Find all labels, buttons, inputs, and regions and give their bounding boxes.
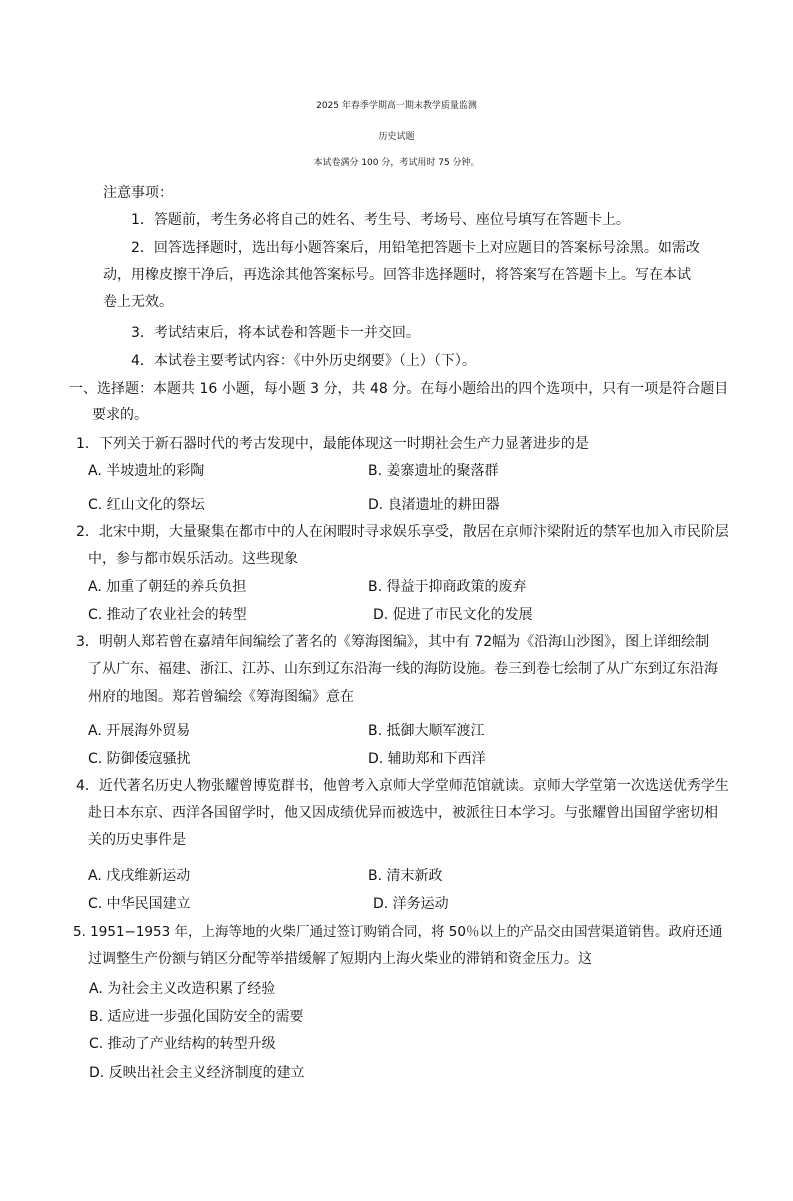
question-2-stem-line-2: 中，参与都市娱乐活动。这些现象: [88, 551, 298, 567]
question-3-stem-line-2: 了从广东、福建、浙江、江苏、山东到辽东沿海一线的海防设施。卷三到卷七绘制了从广东到辽东沿海: [88, 661, 718, 677]
question-3-stem-line-3: 州府的地图。郑若曾编绘《筹海图编》意在: [88, 689, 354, 705]
question-4-option-c[interactable]: C. 中华民国建立: [88, 896, 191, 912]
question-4-stem-line-2: 赴日本东京、西洋各国留学时，他又因成绩优异而被选中，被派往日本学习。与张耀曾出国留学密切相: [88, 805, 718, 821]
question-4-option-d[interactable]: D. 洋务运动: [373, 896, 449, 912]
notice-item-2-line-2: 动，用橡皮擦干净后，再选涂其他答案标号。回答非选择题时，将答案写在答题卡上。写在本试: [103, 267, 691, 283]
question-1-option-d[interactable]: D. 良渚遗址的耕田器: [368, 497, 500, 513]
exam-subject: 历史试题: [378, 132, 415, 142]
notice-item-4: 4．本试卷主要考试内容：《中外历史纲要》（上）（下）。: [131, 353, 476, 369]
question-2-option-b[interactable]: B. 得益于抑商政策的废弃: [368, 579, 527, 595]
question-4-stem-line-1: 4．近代著名历史人物张耀曾博览群书，他曾考入京师大学堂师范馆就读。京师大学堂第一次选送优秀学生: [76, 778, 729, 794]
question-3-option-b[interactable]: B. 抵御大顺军渡江: [368, 723, 485, 739]
question-2-option-d[interactable]: D. 促进了市民文化的发展: [373, 607, 533, 623]
notice-heading: 注意事项：: [103, 185, 173, 201]
notice-item-3: 3．考试结束后，将本试卷和答题卡一并交回。: [131, 325, 420, 341]
question-4-stem-line-3: 关的历史事件是: [88, 832, 186, 848]
question-2-option-a[interactable]: A. 加重了朝廷的养兵负担: [88, 579, 247, 595]
question-5-option-d[interactable]: D. 反映出社会主义经济制度的建立: [89, 1065, 305, 1081]
section-heading-line-2: 要求的。: [92, 407, 148, 423]
question-3-option-a[interactable]: A. 开展海外贸易: [88, 723, 191, 739]
question-3-option-c[interactable]: C. 防御倭寇骚扰: [88, 751, 191, 767]
question-4-option-b[interactable]: B. 清末新政: [368, 868, 443, 884]
notice-item-2-line-3: 卷上无效。: [103, 294, 173, 310]
question-2-option-c[interactable]: C. 推动了农业社会的转型: [88, 607, 247, 623]
question-5-stem-line-2: 过调整生产份额与销区分配等举措缓解了短期内上海火柴业的滞销和资金压力。这: [88, 951, 592, 967]
question-3-option-d[interactable]: D. 辅助郑和下西洋: [368, 751, 486, 767]
question-5-option-a[interactable]: A. 为社会主义改造积累了经验: [89, 981, 276, 997]
question-1-stem: 1．下列关于新石器时代的考古发现中，最能体现这一时期社会生产力显著进步的是: [76, 436, 589, 452]
exam-info: 本试卷满分 100 分，考试用时 75 分钟。: [313, 158, 480, 168]
question-1-option-c[interactable]: C. 红山文化的祭坛: [88, 497, 205, 513]
question-5-option-c[interactable]: C. 推动了产业结构的转型升级: [89, 1036, 276, 1052]
section-heading-line-1: 一、选择题：本题共 16 小题，每小题 3 分，共 48 分。在每小题给出的四个选项中，只有一项是符合题目: [69, 381, 729, 397]
question-4-option-a[interactable]: A. 戊戌维新运动: [88, 868, 191, 884]
notice-item-2-line-1: 2．回答选择题时，选出每小题答案后，用铅笔把答题卡上对应题目的答案标号涂黑。如需改: [131, 240, 700, 256]
question-5-stem-line-1: 5. 1951−1953 年，上海等地的火柴厂通过签订购销合同，将 50％以上的产品交由国营渠道销售。政府还通: [73, 924, 723, 940]
question-1-option-b[interactable]: B. 姜寨遗址的聚落群: [368, 463, 499, 479]
question-2-stem-line-1: 2．北宋中期，大量聚集在都市中的人在闲暇时寻求娱乐享受，散居在京师汴梁附近的禁军也加入市民阶层: [76, 524, 729, 540]
question-5-option-b[interactable]: B. 适应进一步强化国防安全的需要: [89, 1009, 304, 1025]
notice-item-1: 1．答题前，考生务必将自己的姓名、考生号、考场号、座位号填写在答题卡上。: [131, 212, 630, 228]
question-1-option-a[interactable]: A. 半坡遗址的彩陶: [88, 463, 205, 479]
question-3-stem-line-1: 3．明朝人郑若曾在嘉靖年间编绘了著名的《筹海图编》，其中有 72幅为《沿海山沙图》，图上详细绘制: [76, 634, 710, 650]
exam-title: 2025 年春季学期高一期末教学质量监测: [316, 101, 477, 111]
